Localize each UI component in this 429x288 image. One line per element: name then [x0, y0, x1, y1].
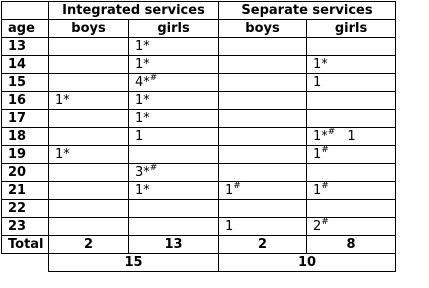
integrated-girls-cell: [129, 146, 219, 164]
separate-girls-cell: [307, 182, 396, 200]
table-row: [2, 38, 396, 56]
integrated-boys-header: boys: [49, 20, 129, 38]
sum-row: [2, 254, 396, 272]
cell-value: 1: [313, 147, 322, 162]
footnote-mark: #: [321, 180, 329, 191]
table-row: [2, 92, 396, 110]
integrated-boys-cell: [49, 56, 129, 74]
separate-boys-cell: [219, 110, 307, 128]
age-cell: 15: [2, 74, 49, 92]
integrated-girls-cell: [129, 38, 219, 56]
separate-boys-cell: [219, 182, 307, 200]
table-row: [2, 110, 396, 128]
separate-boys-cell: [219, 56, 307, 74]
integrated-boys-cell: [49, 110, 129, 128]
age-cell: 22: [2, 200, 49, 218]
separate-sum: 10: [219, 254, 396, 272]
footnote-mark: #: [149, 162, 158, 173]
footnote-mark: #: [321, 144, 329, 155]
separate-girls-cell: [307, 74, 396, 92]
separate-boys-cell: [219, 38, 307, 56]
cell-value: 1*: [55, 147, 70, 162]
total-integrated-boys: 2: [49, 236, 129, 254]
separate-boys-cell: [219, 164, 307, 182]
total-label: Total: [2, 236, 49, 254]
integrated-girls-cell: [129, 182, 219, 200]
integrated-boys-cell: [49, 164, 129, 182]
table-row: [2, 164, 396, 182]
table-row: [2, 56, 396, 74]
integrated-girls-cell: [129, 110, 219, 128]
integrated-girls-cell: [129, 128, 219, 146]
integrated-services-header: Integrated services: [49, 2, 219, 20]
cell-value: 1*: [55, 93, 70, 108]
integrated-girls-header: girls: [129, 20, 219, 38]
age-cell: 17: [2, 110, 49, 128]
total-separate-girls: 8: [307, 236, 396, 254]
table-row: [2, 218, 396, 236]
footnote-mark: #: [233, 180, 241, 191]
age-header: age: [2, 20, 49, 38]
age-cell: 16: [2, 92, 49, 110]
cell-value: 1*: [313, 129, 328, 144]
table-container: [1, 1, 396, 272]
total-row: [2, 236, 396, 254]
separate-boys-cell: [219, 146, 307, 164]
table-row: [2, 200, 396, 218]
total-separate-boys: 2: [219, 236, 307, 254]
integrated-boys-cell: [49, 218, 129, 236]
integrated-girls-cell: [129, 56, 219, 74]
cell-value: 1: [225, 219, 234, 234]
separate-services-header: Separate services: [219, 2, 396, 20]
table-row: [2, 74, 396, 92]
integrated-girls-cell: [129, 218, 219, 236]
separate-girls-cell: [307, 200, 396, 218]
group-header-row: [2, 2, 396, 20]
integrated-girls-cell: [129, 74, 219, 92]
separate-girls-cell: [307, 218, 396, 236]
separate-boys-cell: [219, 74, 307, 92]
cell-value: 1: [313, 183, 322, 198]
cell-value: 1: [135, 129, 144, 144]
separate-girls-cell: [307, 164, 396, 182]
separate-girls-cell: [307, 146, 396, 164]
integrated-boys-cell: [49, 182, 129, 200]
separate-boys-cell: [219, 200, 307, 218]
separate-boys-cell: [219, 218, 307, 236]
cell-value: 1*: [135, 39, 150, 54]
separate-girls-cell: [307, 56, 396, 74]
age-cell: 18: [2, 128, 49, 146]
cell-value: 4*: [135, 75, 150, 90]
services-table: [1, 1, 396, 272]
table-row: [2, 146, 396, 164]
data-rows: [2, 38, 396, 236]
integrated-girls-cell: [129, 200, 219, 218]
integrated-girls-cell: [129, 164, 219, 182]
cell-value: 1*: [135, 57, 150, 72]
integrated-boys-cell: [49, 92, 129, 110]
integrated-sum: 15: [49, 254, 219, 272]
age-cell: 23: [2, 218, 49, 236]
table-row: [2, 182, 396, 200]
integrated-boys-cell: [49, 146, 129, 164]
cell-value: 1*: [313, 57, 328, 72]
integrated-boys-cell: [49, 200, 129, 218]
footnote-mark: #: [327, 126, 336, 137]
cell-value: 2: [313, 219, 322, 234]
cell-value: 1: [225, 183, 234, 198]
separate-boys-cell: [219, 128, 307, 146]
cell-value: 3*: [135, 165, 150, 180]
age-cell: 20: [2, 164, 49, 182]
integrated-boys-cell: [49, 38, 129, 56]
separate-girls-cell: [307, 38, 396, 56]
column-header-row: [2, 20, 396, 38]
footnote-mark: #: [321, 216, 329, 227]
sum-blank-cell: [2, 254, 49, 272]
age-cell: 14: [2, 56, 49, 74]
separate-girls-cell: [307, 110, 396, 128]
integrated-boys-cell: [49, 74, 129, 92]
integrated-girls-cell: [129, 92, 219, 110]
separate-girls-cell: [307, 92, 396, 110]
corner-cell: [2, 2, 49, 20]
cell-value: 1*: [135, 93, 150, 108]
separate-girls-cell: [307, 128, 396, 146]
table-row: [2, 128, 396, 146]
cell-value: 1*: [135, 183, 150, 198]
separate-boys-header: boys: [219, 20, 307, 38]
age-cell: 21: [2, 182, 49, 200]
cell-value: 1*: [135, 111, 150, 126]
integrated-boys-cell: [49, 128, 129, 146]
cell-extra-value: 1: [347, 129, 356, 144]
total-integrated-girls: 13: [129, 236, 219, 254]
age-cell: 13: [2, 38, 49, 56]
separate-boys-cell: [219, 92, 307, 110]
footnote-mark: #: [149, 72, 158, 83]
age-cell: 19: [2, 146, 49, 164]
cell-value: 1: [313, 75, 322, 90]
separate-girls-header: girls: [307, 20, 396, 38]
